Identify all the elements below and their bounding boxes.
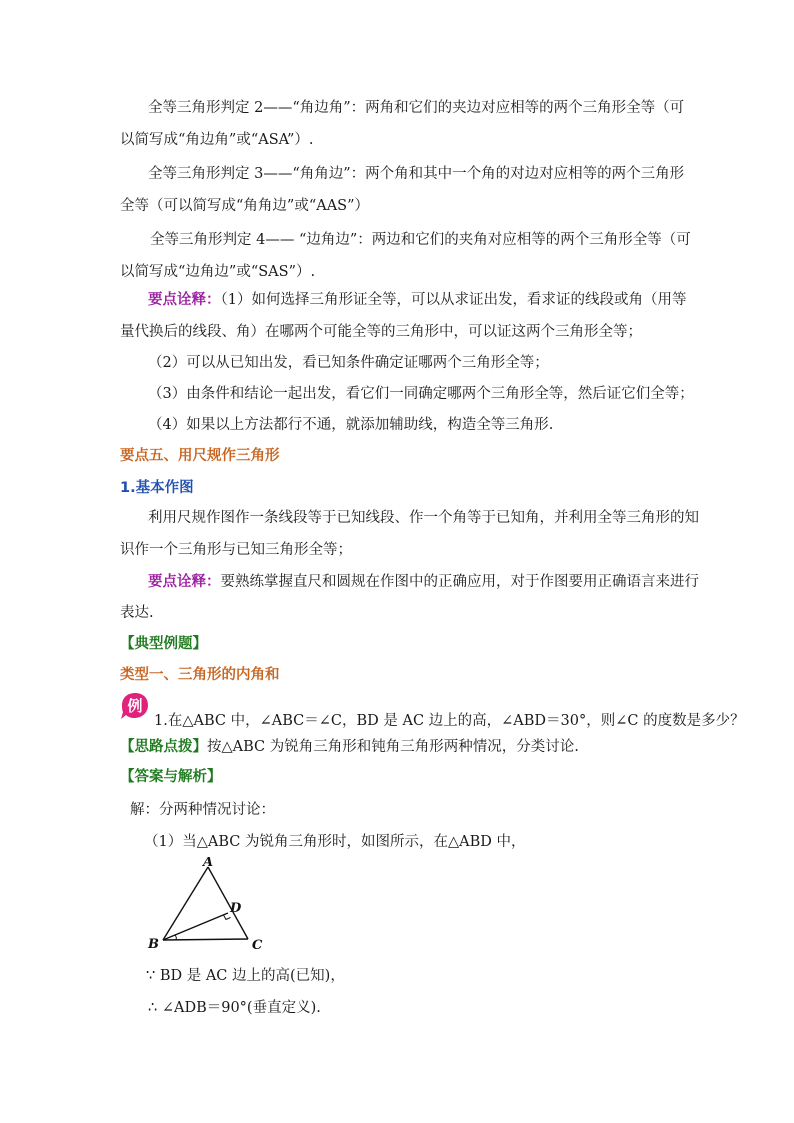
judge4-line1: 全等三角形判定 4—— “边角边”：两边和它们的夹角对应相等的两个三角形全等（可: [150, 232, 691, 248]
label-d: D: [230, 901, 242, 916]
judge2-line2: 以简写成“角边角”或“ASA”）.: [120, 132, 314, 148]
note1-item3: （3）由条件和结论一起出发，看它们一同确定哪两个三角形全等，然后证它们全等；: [148, 386, 694, 402]
note2-label: 要点诠释：: [148, 573, 221, 590]
label-a: A: [203, 857, 214, 870]
hint-line: 【思路点拨】按△ABC 为锐角三角形和钝角三角形两种情况，分类讨论.: [120, 738, 579, 755]
judge2-line1: 全等三角形判定 2——“角边角”：两角和它们的夹边对应相等的两个三角形全等（可: [148, 100, 685, 116]
solution-line2: （1）当△ABC 为锐角三角形时，如图所示，在△ABD 中，: [144, 834, 526, 850]
label-b: B: [148, 937, 159, 952]
typical-examples-heading: 【典型例题】: [120, 636, 207, 652]
example-badge-icon: [120, 691, 150, 721]
note1-line2: 量代换后的线段、角）在哪两个可能全等的三角形中，可以证这两个三角形全等；: [120, 324, 642, 340]
note1-line1: 要点诠释：（1）如何选择三角形证全等，可以从求证出发，看求证的线段或角（用等: [148, 291, 687, 308]
example-question: 1.在△ABC 中，∠ABC＝∠C，BD 是 AC 边上的高，∠ABD＝30°，则∠C 的度数是多少？: [154, 713, 745, 729]
note2-line1: 要点诠释：要熟练掌握直尺和圆规在作图中的正确应用，对于作图要用正确语言来进行: [148, 573, 699, 590]
solution-line4: ∴ ∠ADB＝90°(垂直定义).: [148, 1000, 321, 1016]
note1-item4: （4）如果以上方法都行不通，就添加辅助线，构造全等三角形.: [148, 417, 554, 433]
side-ab: [163, 867, 208, 940]
note2-line2: 表达.: [120, 605, 154, 621]
judge3-line1: 全等三角形判定 3——“角角边”：两个角和其中一个角的对边对应相等的两个三角形: [148, 166, 685, 182]
construction-line1: 利用尺规作图作一条线段等于已知线段、作一个角等于已知角，并利用全等三角形的知: [148, 510, 699, 526]
subsection-basic-construction: 1.基本作图: [120, 480, 194, 496]
example-badge-text: 例: [127, 697, 143, 715]
judge4-line2: 以简写成“边角边”或“SAS”）.: [120, 264, 316, 280]
solution-line1: 解：分两种情况讨论：: [130, 802, 275, 818]
construction-line2: 识作一个三角形与已知三角形全等；: [120, 542, 352, 558]
note1-item2: （2）可以从已知出发，看已知条件确定证哪两个三角形全等；: [148, 355, 549, 371]
note1-label: 要点诠释：: [148, 291, 221, 308]
side-ac: [208, 867, 248, 939]
altitude-bd: [163, 913, 228, 940]
section5-heading: 要点五、用尺规作三角形: [120, 448, 280, 464]
judge3-line2: 全等（可以简写成“角角边”或“AAS”）: [120, 198, 370, 214]
triangle-figure: [142, 857, 272, 953]
answer-label: 【答案与解析】: [120, 768, 222, 785]
type1-heading: 类型一、三角形的内角和: [120, 667, 280, 683]
hint-label: 【思路点拨】: [120, 738, 207, 755]
solution-line3: ∵ BD 是 AC 边上的高(已知)，: [146, 968, 345, 984]
label-c: C: [252, 938, 263, 953]
